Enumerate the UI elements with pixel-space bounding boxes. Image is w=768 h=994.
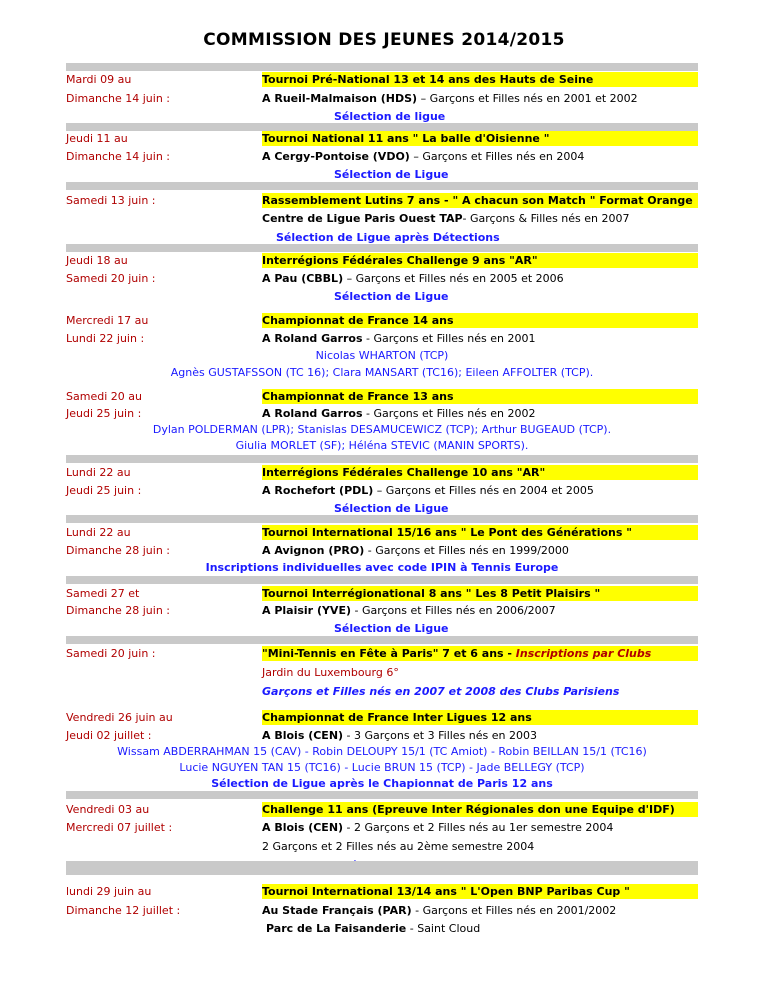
event-date-start: Lundi 22 au xyxy=(66,526,131,539)
event-details: – Garçons et Filles nés en 2004 xyxy=(409,150,585,163)
selected-players: Nicolas WHARTON (TCP) xyxy=(315,349,449,362)
section-divider xyxy=(66,244,698,252)
event-place: A Pau (CBBL) xyxy=(262,272,344,285)
event-location xyxy=(262,603,556,618)
section-divider xyxy=(66,455,698,463)
page-title: COMMISSION DES JEUNES 2014/2015 xyxy=(203,30,565,50)
event-heading: Championnat de France 13 ans xyxy=(262,389,698,404)
event-details: – Garçons et Filles nés en 2001 et 2002 xyxy=(417,92,638,105)
event-date-start: lundi 29 juin au xyxy=(66,885,152,898)
event-heading-text: "Mini-Tennis en Fête à Paris" 7 et 6 ans - xyxy=(262,647,516,660)
section-divider xyxy=(66,576,698,584)
event-note: Sélection de Ligue après le Chapionnat de Paris 12 ans xyxy=(211,777,553,790)
event-venue-name: Parc de La Faisanderie xyxy=(266,922,407,935)
event-location xyxy=(262,406,535,421)
event-date-start: Samedi 20 juin : xyxy=(66,647,156,660)
event-note: Sélection de Ligue xyxy=(334,502,449,515)
section-divider xyxy=(66,182,698,190)
event-heading: Tournoi Interrégionational 8 ans " Les 8 Petit Plaisirs " xyxy=(262,586,698,601)
event-date-end: Mercredi 07 juillet : xyxy=(66,821,173,834)
event-place: Centre de Ligue Paris Ouest TAP xyxy=(262,212,463,225)
event-details: – Garçons et Filles nés en 2004 et 2005 xyxy=(373,484,594,497)
section-divider xyxy=(66,515,698,523)
event-location xyxy=(262,483,594,498)
event-date-start: Vendredi 26 juin au xyxy=(66,711,173,724)
event-location xyxy=(262,903,616,918)
event-date-end: Dimanche 14 juin : xyxy=(66,92,170,105)
event-date-end: Jeudi 02 juillet : xyxy=(66,729,152,742)
event-date-end: Dimanche 14 juin : xyxy=(66,150,170,163)
event-location xyxy=(262,211,630,226)
event-participants: Garçons et Filles nés en 2007 et 2008 des Clubs Parisiens xyxy=(262,685,620,698)
event-date-start: Jeudi 18 au xyxy=(66,254,128,267)
event-date-start: Samedi 20 au xyxy=(66,390,142,403)
section-divider xyxy=(66,63,698,71)
event-place: A Blois (CEN) xyxy=(262,729,344,742)
event-heading xyxy=(262,646,698,661)
event-date-start: Mardi 09 au xyxy=(66,73,132,86)
event-location xyxy=(262,728,537,743)
event-heading: Rassemblement Lutins 7 ans - " A chacun son Match " Format Orange xyxy=(262,193,698,208)
event-place: A Cergy-Pontoise (VDO) xyxy=(262,150,410,163)
event-details: – Garçons et Filles nés en 2005 et 2006 xyxy=(343,272,564,285)
selected-players: Giulia MORLET (SF); Héléna STEVIC (MANIN SPORTS). xyxy=(235,439,529,452)
event-location xyxy=(262,331,535,346)
event-location xyxy=(262,149,584,164)
event-heading: Challenge 11 ans (Epreuve Inter Régionales don une Equipe d'IDF) xyxy=(262,802,698,817)
selected-players: Wissam ABDERRAHMAN 15 (CAV) - Robin DELOUPY 15/1 (TC Amiot) - Robin BEILLAN 15/1 (TC16) xyxy=(117,745,647,758)
event-place: A Avignon (PRO) xyxy=(262,544,365,557)
event-date-start: Samedi 27 et xyxy=(66,587,140,600)
event-note: Sélection de Ligue xyxy=(334,290,449,303)
event-venue: Jardin du Luxembourg 6° xyxy=(262,666,399,679)
event-heading: Championnat de France 14 ans xyxy=(262,313,698,328)
event-date-end: Jeudi 25 juin : xyxy=(66,407,142,420)
event-date-end: Jeudi 25 juin : xyxy=(66,484,142,497)
event-location xyxy=(262,820,613,835)
event-details: - Garçons et Filles nés en 2001/2002 xyxy=(411,904,617,917)
event-heading-italic: Inscriptions par Clubs xyxy=(515,647,652,660)
event-details-extra: 2 Garçons et 2 Filles nés au 2ème semestre 2004 xyxy=(262,840,535,853)
event-place: A Blois (CEN) xyxy=(262,821,344,834)
section-divider xyxy=(66,636,698,644)
event-heading: Interrégions Fédérales Challenge 10 ans "AR" xyxy=(262,465,698,480)
event-place: A Roland Garros xyxy=(262,407,363,420)
event-details: - Garçons et Filles nés en 2006/2007 xyxy=(351,604,556,617)
section-divider xyxy=(66,791,698,799)
event-heading: Tournoi Pré-National 13 et 14 ans des Hauts de Seine xyxy=(262,72,698,87)
event-note: Sélection de Ligue xyxy=(334,168,449,181)
event-date-end: Dimanche 28 juin : xyxy=(66,544,170,557)
event-date-start: Samedi 13 juin : xyxy=(66,194,156,207)
event-note: Sélection de Ligue après Détections xyxy=(276,231,500,244)
event-date-end: Dimanche 12 juillet : xyxy=(66,904,181,917)
event-date-start: Mercredi 17 au xyxy=(66,314,149,327)
event-details: - Garçons et Filles nés en 2002 xyxy=(362,407,536,420)
event-venue xyxy=(266,921,480,936)
event-details: - Garçons & Filles nés en 2007 xyxy=(462,212,630,225)
event-note: Sélection de ligue xyxy=(334,110,446,123)
event-date-end: Dimanche 28 juin : xyxy=(66,604,170,617)
event-location xyxy=(262,271,564,286)
event-date-end: Lundi 22 juin : xyxy=(66,332,145,345)
event-place: A Plaisir (YVE) xyxy=(262,604,351,617)
event-place: Au Stade Français (PAR) xyxy=(262,904,412,917)
event-details: - Garçons et Filles nés en 1999/2000 xyxy=(364,544,569,557)
event-details: - Garçons et Filles nés en 2001 xyxy=(362,332,536,345)
event-note: Inscriptions individuelles avec code IPIN à Tennis Europe xyxy=(205,561,559,574)
event-location xyxy=(262,91,638,106)
event-place: A Roland Garros xyxy=(262,332,363,345)
event-location xyxy=(262,543,569,558)
event-place: A Rochefort (PDL) xyxy=(262,484,374,497)
event-date-start: Lundi 22 au xyxy=(66,466,131,479)
section-divider xyxy=(66,123,698,131)
event-heading: Interrégions Fédérales Challenge 9 ans "AR" xyxy=(262,253,698,268)
event-heading: Tournoi International 15/16 ans " Le Pont des Générations " xyxy=(262,525,698,540)
section-divider xyxy=(66,861,698,875)
event-details: - 3 Garçons et 3 Filles nés en 2003 xyxy=(343,729,538,742)
event-heading: Tournoi International 13/14 ans " L'Open BNP Paribas Cup " xyxy=(262,884,698,899)
event-heading: Tournoi National 11 ans " La balle d'Oisienne " xyxy=(262,131,698,146)
event-heading: Championnat de France Inter Ligues 12 ans xyxy=(262,710,698,725)
event-venue-city: - Saint Cloud xyxy=(406,922,481,935)
event-date-start: Jeudi 11 au xyxy=(66,132,128,145)
event-details: - 2 Garçons et 2 Filles nés au 1er semestre 2004 xyxy=(343,821,614,834)
selected-players: Agnès GUSTAFSSON (TC 16); Clara MANSART (TC16); Eileen AFFOLTER (TCP). xyxy=(170,366,594,379)
event-date-end: Samedi 20 juin : xyxy=(66,272,156,285)
selected-players: Dylan POLDERMAN (LPR); Stanislas DESAMUCEWICZ (TCP); Arthur BUGEAUD (TCP). xyxy=(152,423,612,436)
event-place: A Rueil-Malmaison (HDS) xyxy=(262,92,418,105)
event-date-start: Vendredi 03 au xyxy=(66,803,150,816)
selected-players: Lucie NGUYEN TAN 15 (TC16) - Lucie BRUN 15 (TCP) - Jade BELLEGY (TCP) xyxy=(179,761,585,774)
event-note: Sélection de Ligue xyxy=(334,622,449,635)
